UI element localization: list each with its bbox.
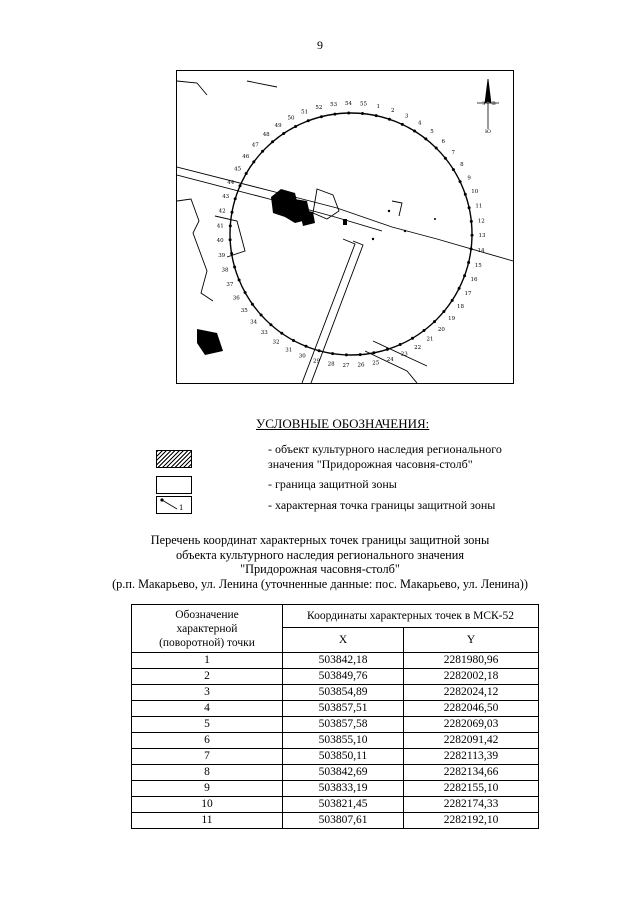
table-row: [132, 813, 539, 829]
boundary-point-label: 13: [478, 233, 486, 240]
boundary-point-label: 41: [216, 223, 224, 230]
boundary-point: [359, 353, 362, 356]
header-line: (поворотной) точки: [159, 636, 255, 649]
boundary-point-label: 39: [218, 253, 226, 260]
boundary-point-label: 18: [457, 303, 464, 310]
boundary-point: [231, 211, 234, 214]
table-row: [132, 765, 539, 781]
building-mass: [299, 209, 315, 226]
boundary-point: [442, 310, 445, 313]
boundary-point: [413, 130, 416, 133]
boundary-point-label: 35: [240, 308, 248, 314]
boundary-point-label: 36: [232, 295, 240, 302]
boundary-point-label: 53: [330, 102, 338, 109]
boundary-point: [233, 266, 236, 269]
point-number-cell: 4: [132, 701, 283, 717]
x-coordinate-cell: 503857,58: [283, 717, 404, 733]
y-coordinate-cell: 2282174,33: [404, 797, 539, 813]
boundary-point-label: 3: [404, 113, 409, 120]
y-coordinate-cell: 2282069,03: [404, 717, 539, 733]
y-coordinate-cell: 2282091,42: [404, 733, 539, 749]
boundary-point: [452, 168, 455, 171]
point-number-cell: 8: [132, 765, 283, 781]
boundary-point-label: 30: [298, 353, 306, 360]
y-coordinate-cell: 2282024,12: [404, 685, 539, 701]
boundary-point: [345, 353, 348, 356]
map-contour: [177, 81, 207, 95]
boundary-point-label: 42: [218, 208, 226, 215]
map-contour: [247, 81, 277, 87]
x-coordinate-cell: 503833,19: [283, 781, 404, 797]
y-coordinate-cell: 2282113,39: [404, 749, 539, 765]
heading-line: (р.п. Макарьево, ул. Ленина (уточненные данные: пос. Макарьево, ул. Ленина)): [112, 576, 528, 591]
boundary-point-label: 21: [426, 336, 434, 343]
point-number-cell: 2: [132, 669, 283, 685]
boundary-point-label: 10: [471, 189, 479, 196]
boundary-point: [292, 339, 295, 342]
boundary-point: [294, 125, 297, 128]
boundary-point: [333, 113, 336, 116]
boundary-point: [468, 206, 471, 209]
boundary-point-label: 52: [315, 105, 323, 111]
point-designation-header: [132, 605, 283, 653]
header-line: характерной: [176, 622, 238, 635]
boundary-point-label: 23: [400, 351, 408, 358]
boundary-point-label: 44: [227, 179, 235, 186]
boundary-point: [245, 172, 248, 175]
boundary-point: [401, 123, 404, 126]
boundary-point-label: 22: [414, 344, 422, 351]
boundary-points: [217, 101, 486, 369]
point-number-cell: 9: [132, 781, 283, 797]
boundary-point-label: 29: [313, 358, 320, 365]
boundary-point-label: 1: [376, 103, 380, 110]
boundary-point: [470, 220, 473, 223]
boundary-point: [433, 320, 436, 323]
boundary-point-label: 46: [242, 154, 250, 160]
compass-letter-e: В: [492, 101, 496, 107]
boundary-point: [280, 332, 283, 335]
map-speck: [372, 238, 374, 240]
y-coordinate-cell: 2281980,96: [404, 653, 539, 669]
boundary-point: [470, 247, 473, 250]
heading-line: объекта культурного наследия регионального значения: [176, 547, 464, 562]
compass-letter-s: Ю: [485, 129, 491, 135]
point-number-cell: 7: [132, 749, 283, 765]
heritage-object: [343, 219, 347, 225]
boundary-point-label: 47: [251, 142, 259, 149]
boundary-point: [244, 291, 247, 294]
heading-line: Перечень координат характерных точек границы защитной зоны: [150, 533, 490, 547]
table-row: [132, 701, 539, 717]
boundary-point: [347, 112, 350, 115]
table-row: [132, 797, 539, 813]
point-number-cell: 3: [132, 685, 283, 701]
marker-label: 1: [179, 504, 184, 512]
boundary-point: [467, 261, 470, 264]
boundary-point: [282, 132, 285, 135]
boundary-point: [464, 193, 467, 196]
boundary-point: [411, 337, 414, 340]
table-row: [132, 717, 539, 733]
coordinates-list-heading: [90, 533, 550, 591]
x-coordinate-cell: 503821,45: [283, 797, 404, 813]
table-row: [132, 653, 539, 669]
boundary-point-label: 11: [475, 203, 483, 210]
boundary-point: [269, 323, 272, 326]
boundary-point-label: 2: [390, 107, 395, 114]
legend-item-heritage: [268, 442, 568, 472]
building-mass: [197, 329, 223, 355]
boundary-point-label: 8: [460, 162, 464, 169]
boundary-point-label: 14: [477, 248, 485, 255]
compass-letter-w: З: [482, 101, 486, 107]
boundary-point: [444, 157, 447, 160]
map-contour: [177, 199, 213, 301]
boundary-point: [260, 314, 263, 317]
boundary-point: [435, 147, 438, 150]
table-row: [132, 669, 539, 685]
y-coordinate-cell: 2282046,50: [404, 701, 539, 717]
boundary-point-label: 15: [474, 262, 482, 269]
boundary-point-label: 12: [477, 218, 485, 225]
boundary-point: [459, 180, 462, 183]
boundary-point-label: 40: [216, 238, 224, 245]
map-contour: [392, 201, 402, 216]
boundary-point: [451, 299, 454, 302]
boundary-point-label: 5: [430, 129, 434, 135]
boundary-point-label: 49: [274, 123, 282, 130]
boundary-point: [386, 348, 389, 351]
boundary-point-label: 27: [342, 362, 350, 369]
boundary-point: [307, 119, 310, 122]
legend-text: - объект культурного наследия регионального: [268, 442, 502, 456]
boundary-point-label: 24: [386, 357, 394, 363]
boundary-point: [423, 329, 426, 332]
boundary-point-label: 19: [448, 315, 456, 322]
compass-icon: [477, 79, 499, 129]
x-coordinate-cell: 503842,18: [283, 653, 404, 669]
boundary-point: [463, 274, 466, 277]
boundary-point-label: 43: [222, 193, 230, 200]
point-number-cell: 6: [132, 733, 283, 749]
zone-boundary-swatch: [156, 476, 192, 494]
point-marker-icon: [157, 497, 191, 513]
boundary-point: [318, 349, 321, 352]
boundary-point: [375, 114, 378, 117]
boundary-point-label: 34: [250, 319, 258, 326]
coordinates-table-body: [132, 653, 539, 829]
x-coordinate-cell: 503849,76: [283, 669, 404, 685]
coordinates-table: [131, 604, 539, 829]
legend-title: УСЛОВНЫЕ ОБОЗНАЧЕНИЯ:: [256, 416, 430, 431]
heritage-object-swatch: [156, 450, 192, 468]
boundary-point-label: 48: [262, 132, 270, 139]
boundary-point-label: 17: [464, 290, 472, 297]
table-row: [132, 781, 539, 797]
y-coordinate-cell: 2282155,10: [404, 781, 539, 797]
boundary-point: [471, 234, 474, 237]
x-coordinate-cell: 503807,61: [283, 813, 404, 829]
point-number-cell: 5: [132, 717, 283, 733]
boundary-point-label: 31: [285, 347, 293, 354]
map-contour: [365, 351, 417, 383]
boundary-point-label: 7: [451, 150, 455, 156]
map-speck: [434, 218, 436, 220]
x-coordinate-cell: 503855,10: [283, 733, 404, 749]
boundary-point: [229, 224, 232, 227]
boundary-point: [320, 115, 323, 118]
table-row: [132, 685, 539, 701]
boundary-point-label: 16: [470, 277, 478, 284]
boundary-point: [229, 238, 232, 241]
table-row: [132, 749, 539, 765]
boundary-point: [388, 118, 391, 121]
table-row: [132, 733, 539, 749]
point-number-cell: 1: [132, 653, 283, 669]
y-coordinate-cell: 2282192,10: [404, 813, 539, 829]
boundary-point-label: 55: [360, 101, 367, 108]
boundary-point-label: 37: [226, 281, 234, 288]
x-coordinate-cell: 503850,11: [283, 749, 404, 765]
map-speck: [404, 230, 406, 232]
boundary-point-label: 54: [345, 101, 352, 107]
boundary-point-label: 38: [221, 267, 229, 274]
y-coordinate-cell: 2282002,18: [404, 669, 539, 685]
boundary-point-label: 6: [441, 138, 445, 145]
boundary-point: [361, 112, 364, 115]
x-coordinate-cell: 503842,69: [283, 765, 404, 781]
point-number-cell: 10: [132, 797, 283, 813]
boundary-point: [372, 351, 375, 354]
boundary-point-label: 20: [437, 326, 445, 333]
heading-line: "Придорожная часовня-столб": [240, 562, 400, 576]
x-coordinate-cell: 503857,51: [283, 701, 404, 717]
boundary-point: [399, 343, 402, 346]
boundary-point-label: 51: [301, 109, 309, 116]
legend-text: значения "Придорожная часовня-столб": [268, 457, 473, 471]
boundary-point: [252, 160, 255, 163]
boundary-point-label: 26: [357, 362, 365, 369]
legend-item-boundary: - граница защитной зоны: [268, 477, 397, 491]
boundary-point: [424, 137, 427, 140]
boundary-point-label: 45: [234, 166, 242, 173]
boundary-point: [238, 279, 241, 282]
boundary-point: [230, 252, 233, 255]
coordinates-group-header: Координаты характерных точек в МСК-52: [283, 605, 539, 628]
boundary-point: [271, 140, 274, 143]
protection-zone-map: [176, 70, 514, 384]
boundary-point-label: 50: [287, 115, 295, 122]
boundary-point-label: 25: [372, 360, 380, 367]
boundary-point: [458, 287, 461, 290]
boundary-point-swatch: [156, 496, 192, 514]
map-speck: [388, 210, 390, 212]
boundary-point-label: 33: [260, 330, 268, 337]
page-number: 9: [317, 38, 323, 52]
point-number-cell: 11: [132, 813, 283, 829]
boundary-point: [239, 184, 242, 187]
boundary-point: [261, 150, 264, 153]
y-coordinate-cell: 2282134,66: [404, 765, 539, 781]
boundary-point: [305, 345, 308, 348]
boundary-point-label: 32: [272, 339, 280, 346]
boundary-point-label: 9: [467, 175, 471, 182]
legend-item-point: - характерная точка границы защитной зоны: [268, 498, 496, 512]
boundary-point: [251, 303, 254, 306]
header-line: Обозначение: [175, 608, 239, 621]
x-column-header: X: [283, 628, 404, 653]
boundary-point: [331, 352, 334, 355]
boundary-point-label: 4: [417, 120, 422, 127]
boundary-point-label: 28: [327, 361, 335, 368]
boundary-point: [234, 197, 237, 200]
y-column-header: Y: [404, 628, 539, 653]
map-drawing: [177, 71, 513, 383]
x-coordinate-cell: 503854,89: [283, 685, 404, 701]
